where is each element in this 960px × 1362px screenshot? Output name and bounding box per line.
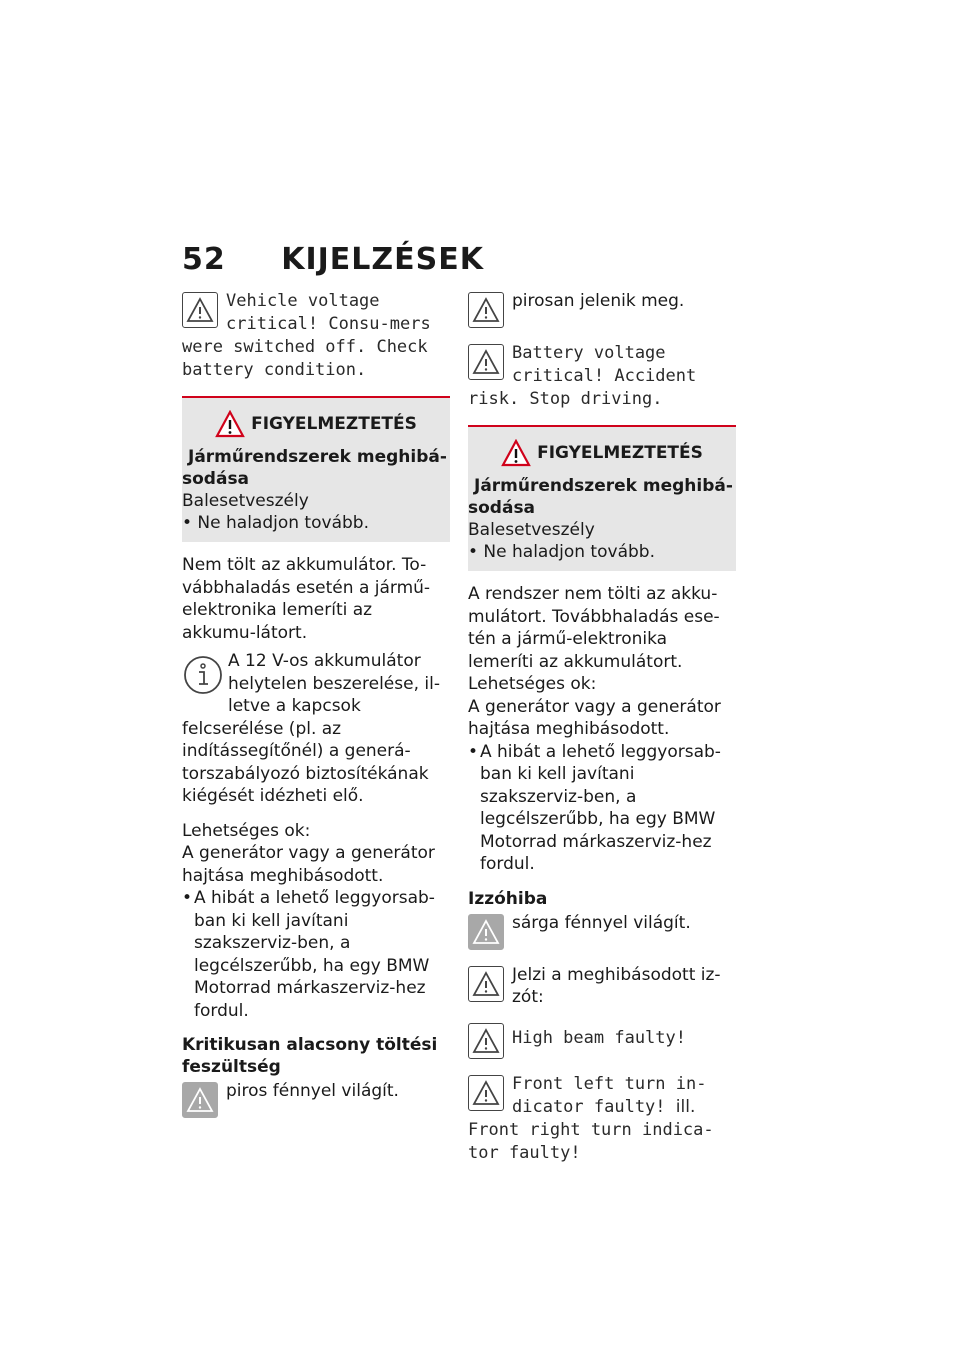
message-block	[468, 1021, 736, 1061]
info-block	[182, 650, 450, 808]
cause-bullet: • A hibát a lehető leggyorsab-ban ki kell javítani szakszerviz-ben, a legcélszerűbb, ha egy BMW Motorrad márkaszerviz-hez fordul.	[468, 741, 736, 876]
indicator-block	[182, 1080, 450, 1120]
warning-bullet: • Ne haladjon tovább.	[182, 513, 369, 533]
page-number: 52	[182, 242, 226, 277]
indicator-block	[468, 290, 736, 330]
cause-label: Lehetséges ok:	[182, 820, 311, 841]
warning-triangle-icon	[468, 292, 504, 328]
section-title: Izzóhiba	[468, 888, 548, 909]
info-icon	[182, 654, 224, 696]
display-message: Front left turn in-dicator faulty! ill. Front right turn indica-tor faulty!	[468, 1073, 714, 1163]
warning-title: FIGYELMEZTETÉS	[468, 439, 736, 467]
cause-label: Lehetséges ok:	[468, 674, 597, 694]
warning-red-icon	[215, 410, 245, 438]
message-block	[182, 290, 450, 382]
warning-box	[468, 425, 736, 571]
display-message: Battery voltage critical! Accident risk. Stop driving.	[468, 343, 697, 409]
indicator-text: pirosan jelenik meg.	[512, 291, 685, 311]
warning-triangle-icon	[182, 1082, 218, 1118]
warning-triangle-icon	[468, 966, 504, 1002]
warning-triangle-icon	[468, 1075, 504, 1111]
warning-text: Balesetveszély	[468, 520, 595, 540]
display-message: Vehicle voltage critical! Consu-mers were switched off. Check battery condition.	[182, 291, 431, 380]
cause-text: A generátor vagy a generátor hajtása meghibásodott.	[468, 696, 721, 739]
warning-subtitle: Járműrendszerek meghibá- sodása	[182, 447, 447, 489]
cause-text: A generátor vagy a generátor hajtása meghibásodott.	[182, 843, 435, 886]
paragraph: Nem tölt az akkumulátor. To-vábbhaladás esetén a jármű-elektronika lemeríti az akkumu-látort.	[182, 555, 431, 643]
warning-title: FIGYELMEZTETÉS	[182, 410, 450, 438]
warning-subtitle: Járműrendszerek meghibá- sodása	[468, 476, 733, 518]
page-header	[182, 242, 484, 277]
indicator-text: piros fénnyel világít.	[226, 1081, 399, 1101]
right-column	[468, 290, 736, 1177]
display-message: High beam faulty!	[512, 1027, 686, 1048]
indicator-block	[468, 912, 736, 952]
conjunction: ill.	[675, 1096, 696, 1117]
chapter-title: KIJELZÉSEK	[281, 242, 484, 277]
indicator-text: sárga fénnyel világít.	[512, 912, 691, 933]
message-block	[468, 1073, 736, 1165]
warning-bullet: • Ne haladjon tovább.	[468, 542, 655, 562]
message-block	[468, 342, 736, 411]
left-column	[182, 290, 450, 1132]
warning-triangle-icon	[468, 914, 504, 950]
warning-triangle-icon	[468, 1023, 504, 1059]
warning-triangle-icon	[182, 292, 218, 328]
warning-red-icon	[501, 439, 531, 467]
indicator-text: Jelzi a meghibásodott iz-zót:	[512, 964, 721, 1007]
warning-box	[182, 396, 450, 542]
paragraph: A rendszer nem tölti az akku-mulátort. Továbbhaladás ese-tén a jármű-elektronika lemeríti az akkumulátort.	[468, 584, 720, 672]
info-text: A 12 V-os akkumulátor helytelen beszerelése, il-letve a kapcsok felcserélése (pl. az indítássegítőnél) a generá-torszabályozó biztosítékának kiégését idézheti elő.	[182, 651, 440, 806]
indicator-block	[468, 964, 736, 1009]
warning-text: Balesetveszély	[182, 491, 309, 511]
section-title: Kritikusan alacsony töltési feszültség	[182, 1035, 438, 1077]
warning-triangle-icon	[468, 344, 504, 380]
cause-bullet: • A hibát a lehető leggyorsab-ban ki kell javítani szakszerviz-ben, a legcélszerűbb, ha egy BMW Motorrad márkaszerviz-hez fordul.	[182, 887, 450, 1022]
